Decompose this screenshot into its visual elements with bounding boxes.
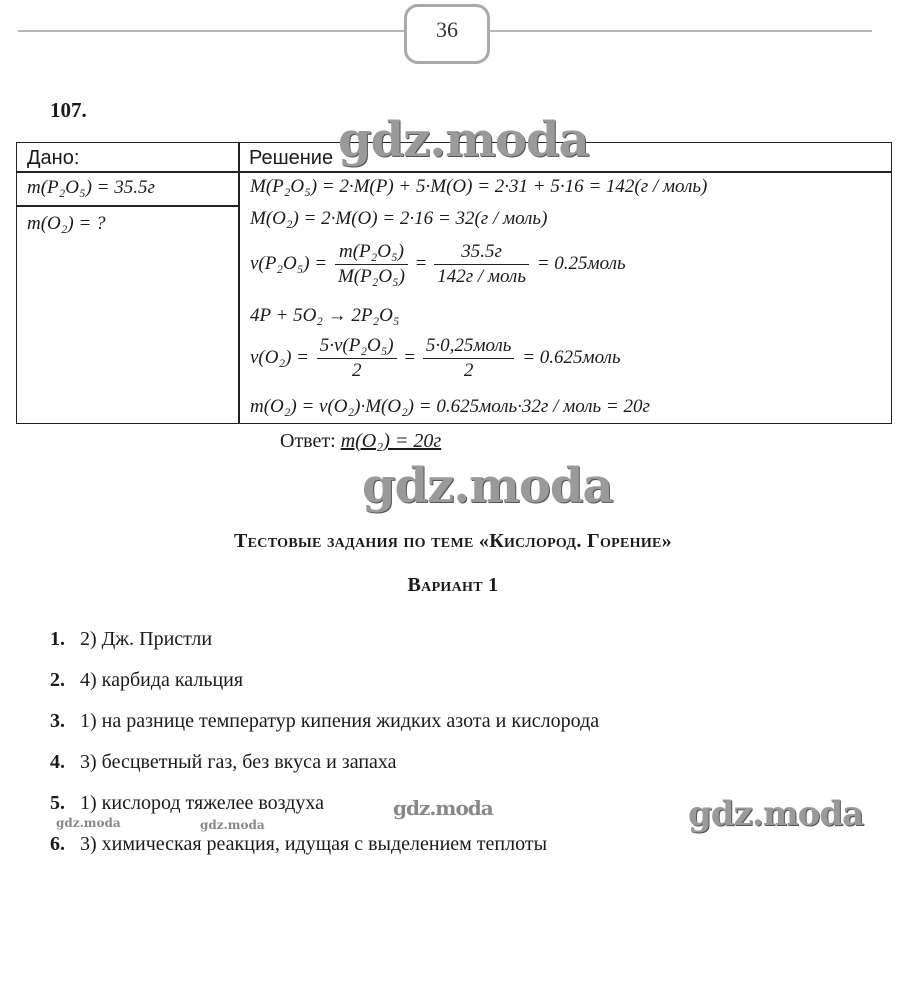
list-item — [50, 628, 599, 669]
fraction-denominator: M(P₂O₅) — [337, 266, 405, 287]
list-item — [50, 710, 599, 751]
moles-p2o5-result: = 0.25моль — [536, 252, 626, 274]
moles-o2-lhs: ν(O₂) = — [250, 346, 309, 368]
watermark: gdz.moda — [200, 818, 265, 832]
fraction-denominator: 2 — [463, 360, 474, 381]
item-text: 4) карбида кальция — [80, 669, 244, 691]
item-number: 1. — [50, 628, 65, 650]
fraction-ratio-values — [423, 335, 515, 382]
fraction-numerator: 5·0,25моль — [423, 335, 515, 359]
watermark: gdz.moda — [338, 112, 589, 168]
given-solution-table — [16, 142, 892, 424]
list-item — [50, 669, 599, 710]
fraction-numerator: 5·ν(P₂O₅) — [317, 335, 397, 359]
watermark: gdz.moda — [56, 816, 121, 830]
watermark: gdz.moda — [393, 796, 493, 820]
given-mass: m(P₂O₅) = 35.5г — [27, 177, 155, 198]
list-item — [50, 833, 599, 874]
task-number: 107. — [50, 98, 87, 122]
solution-header: Решение — [249, 147, 334, 169]
watermark: gdz.moda — [688, 794, 864, 834]
fraction-denominator: 2 — [351, 360, 362, 381]
answer-line — [280, 430, 441, 453]
moles-p2o5-lhs: ν(P₂O₅) = — [250, 252, 328, 274]
variant-title: Вариант 1 — [407, 574, 499, 596]
answer-value: m(O₂) = 20г — [340, 430, 442, 452]
solution-line-mass-o2: m(O₂) = ν(O₂)·M(O₂) = 0.625моль·32г / моль = 20г — [250, 396, 650, 417]
item-number: 2. — [50, 669, 65, 691]
header-rule-left — [18, 30, 406, 32]
item-text: 3) бесцветный газ, без вкуса и запаха — [80, 751, 397, 773]
fraction-numerator: 35.5г — [434, 241, 529, 265]
list-item — [50, 792, 599, 833]
fraction-values — [434, 241, 529, 288]
given-header: Дано: — [27, 147, 80, 169]
solution-line-reaction: 4P + 5O₂ → 2P₂O₅ — [250, 305, 400, 326]
fraction-mass-over-molar — [335, 241, 408, 288]
item-number: 5. — [50, 792, 65, 814]
page-number: 36 — [436, 17, 458, 42]
solution-line-molar-mass-o2: M(O₂) = 2·M(O) = 2·16 = 32(г / моль) — [250, 208, 548, 229]
solution-line-moles-o2: ν(O₂) = $\frac{\text{5·ν(P₂O₅)}}{2}$ = $\frac{\text{5·0,25моль}}{2}$ = 0.625моль — [250, 335, 621, 381]
item-number: 3. — [50, 710, 65, 732]
item-text: 1) кислород тяжелее воздуха — [80, 792, 325, 814]
moles-o2-result: = 0.625моль — [522, 346, 621, 368]
fraction-numerator: m(P₂O₅) — [335, 241, 408, 265]
given-unknown: m(O₂) = ? — [27, 213, 106, 234]
answer-label: Ответ: — [280, 430, 336, 452]
item-text: 1) на разнице температур кипения жидких азота и кислорода — [80, 710, 600, 732]
fraction-denominator: 142г / моль — [437, 266, 526, 287]
solution-line-moles-p2o5: ν(P₂O₅) = $\frac{\text{m(P₂O₅)}}{\text{M(P₂O₅)}}$ = $\frac{35.5г}{\text{142г / моль}}$ = 0.25моль — [250, 241, 626, 287]
table-header-divider — [17, 171, 891, 173]
item-number: 4. — [50, 751, 65, 773]
watermark: gdz.moda — [362, 458, 613, 514]
item-text: 3) химическая реакция, идущая с выделением теплоты — [80, 833, 548, 855]
solution-line-molar-mass-p2o5: M(P₂O₅) = 2·M(P) + 5·M(O) = 2·31 + 5·16 = 142(г / моль) — [250, 176, 708, 197]
item-text: 2) Дж. Пристли — [80, 628, 213, 650]
header-rule-right — [486, 30, 872, 32]
list-item — [50, 751, 599, 792]
test-answers-list — [50, 628, 599, 874]
table-given-divider — [17, 205, 238, 207]
item-number: 6. — [50, 833, 65, 855]
tests-title: Тестовые задания по теме «Кислород. Горение» — [234, 530, 672, 552]
table-column-divider — [238, 143, 240, 423]
page-number-box — [404, 4, 490, 64]
fraction-ratio — [317, 335, 397, 382]
